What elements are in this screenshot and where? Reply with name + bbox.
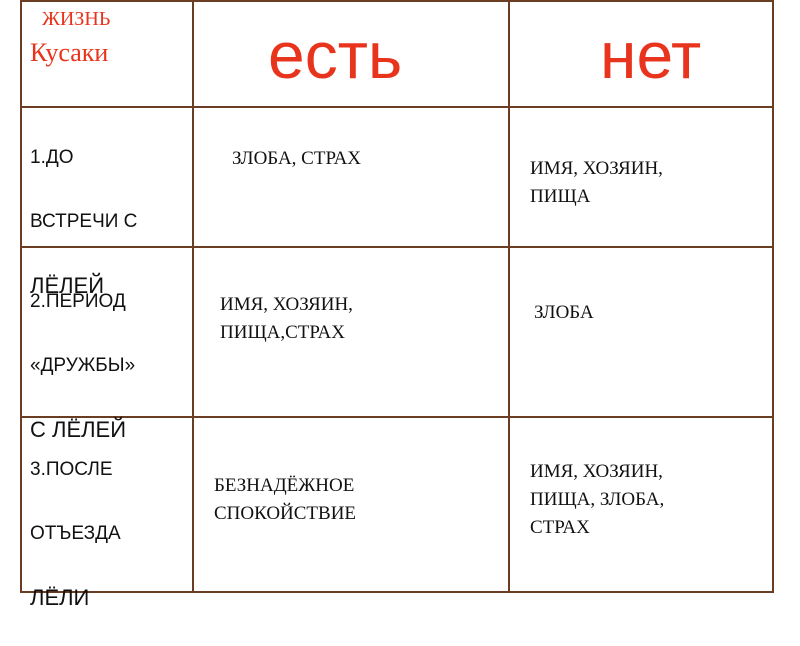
row-label-line: ЛЁЛИ: [30, 585, 90, 610]
cell-not-row-2: ЗЛОБА: [534, 302, 594, 323]
cell-has-row-2: ИМЯ, ХОЗЯИН, ПИЩА,СТРАХ: [220, 294, 353, 343]
row-divider: [22, 106, 772, 108]
row-label-line: 2.ПЕРИОД: [30, 291, 126, 312]
row-label-line: С ЛЁЛЕЙ: [30, 417, 127, 442]
row-label-3: [30, 422, 121, 646]
header-life-label: ЖИЗНЬ: [42, 8, 111, 30]
row-label-line: 1.ДО: [30, 147, 74, 168]
header-has-column: есть: [268, 18, 403, 92]
row-label-line: ВСТРЕЧИ С: [30, 211, 138, 232]
life-table: [20, 0, 774, 610]
cell-has-row-3: БЕЗНАДЁЖНОЕ СПОКОЙСТВИЕ: [214, 475, 357, 524]
cell-not-row-1: ИМЯ, ХОЗЯИН, ПИЩА: [530, 158, 663, 207]
header-not-column: нет: [600, 18, 702, 92]
row-label-line: ОТЪЕЗДА: [30, 523, 121, 544]
row-label-line: «ДРУЖБЫ»: [30, 355, 136, 376]
cell-has-row-1: ЗЛОБА, СТРАХ: [232, 148, 362, 169]
cell-not-row-3: ИМЯ, ХОЗЯИН, ПИЩА, ЗЛОБА, СТРАХ: [530, 461, 665, 538]
column-divider: [192, 2, 194, 591]
column-divider: [508, 2, 510, 591]
row-label-line: 3.ПОСЛЕ: [30, 459, 113, 480]
row-label-line: ЛЁЛЕЙ: [30, 273, 105, 298]
header-kusaka-label: Кусаки: [30, 38, 109, 67]
